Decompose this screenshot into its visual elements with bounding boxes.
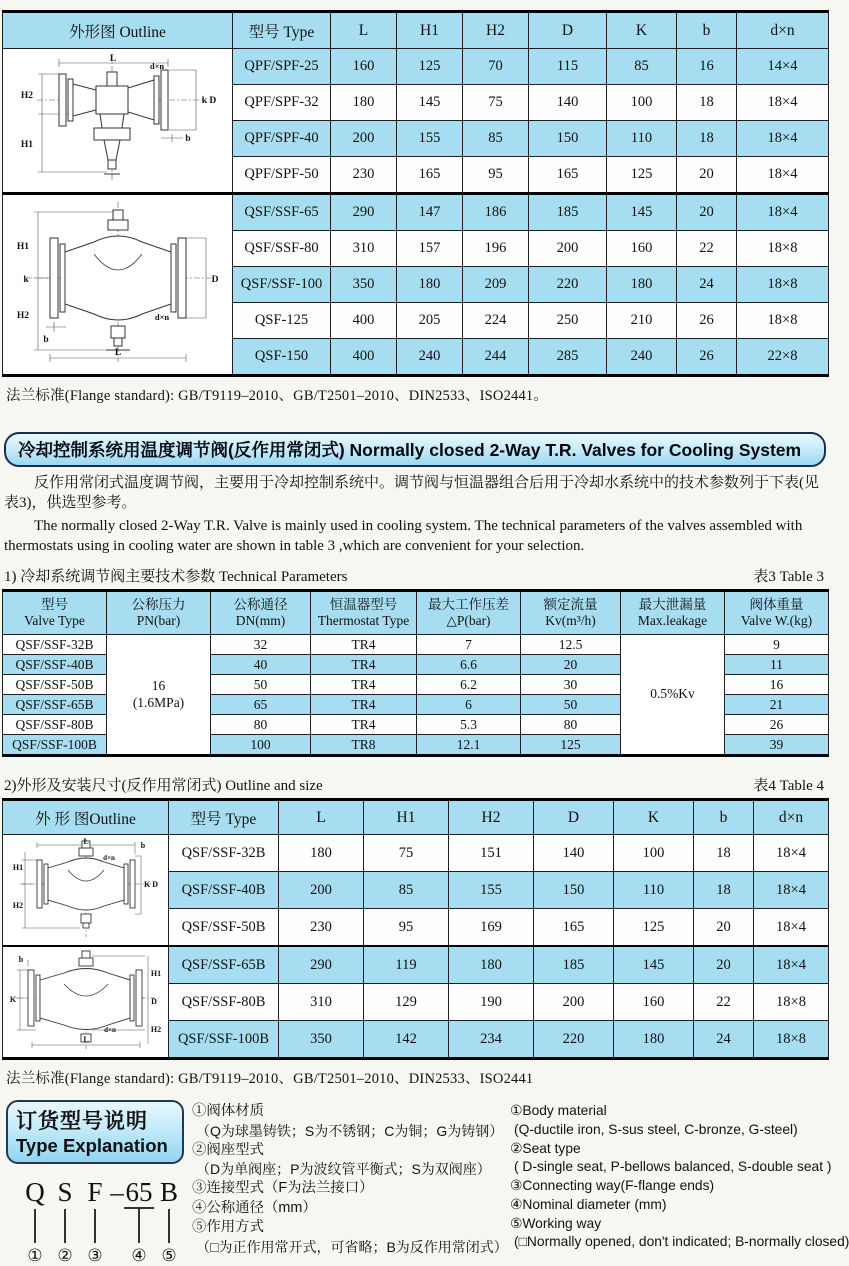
table-cell: QSF/SSF-32B xyxy=(169,835,279,872)
table-cell: 169 xyxy=(449,909,534,947)
table-cell: 50 xyxy=(211,675,311,695)
table-cell: 200 xyxy=(279,872,364,909)
table-cell: 100 xyxy=(614,835,694,872)
table-cell: 125 xyxy=(614,909,694,947)
table-cell: 310 xyxy=(279,984,364,1021)
column-header: b xyxy=(677,12,737,49)
table-cell: 7 xyxy=(417,635,521,655)
intro-paragraph-en: The normally closed 2-Way T.R. Valve is mainly used in cooling system. The technical parameters of the valves assembled with thermostats using in cooling water are shown in table 3 ,which are convenient for your selection. xyxy=(4,517,803,554)
table-cell: 190 xyxy=(449,984,534,1021)
table-row xyxy=(3,194,829,231)
dim-label-h1: H1 xyxy=(20,140,33,150)
table-cell: 12.5 xyxy=(521,635,621,655)
table-cell: 100 xyxy=(607,85,677,121)
table-cell: 39 xyxy=(725,735,829,756)
table-cell: QSF/SSF-80B xyxy=(3,715,107,735)
table-cell: 14×4 xyxy=(737,49,829,85)
table-cell: 85 xyxy=(364,872,449,909)
table-cell: 350 xyxy=(279,1021,364,1059)
table-row xyxy=(3,946,829,984)
valve-drawing-large xyxy=(6,948,166,1052)
column-header: 公称通径 DN(mm) xyxy=(211,591,311,635)
table-cell: 18×8 xyxy=(737,267,829,303)
table-cell: 18×4 xyxy=(737,85,829,121)
table-cell: 230 xyxy=(279,909,364,947)
column-header: 额定流量 Kv(m³/h) xyxy=(521,591,621,635)
type-explanation-title-en: Type Explanation xyxy=(16,1135,168,1156)
table-cell: TR4 xyxy=(311,715,417,735)
table-cell: 165 xyxy=(534,909,614,947)
column-header: 恒温器型号 Thermostat Type xyxy=(311,591,417,635)
table-cell: 290 xyxy=(331,194,397,231)
table-row xyxy=(3,635,829,655)
table-cell: QSF/SSF-40B xyxy=(169,872,279,909)
code-col xyxy=(124,1178,154,1266)
table-cell: 400 xyxy=(331,339,397,376)
valve-outline-diagram-qsf xyxy=(3,194,233,376)
table-cell: 220 xyxy=(529,267,607,303)
table-cell: 185 xyxy=(529,194,607,231)
table-cell: 200 xyxy=(331,121,397,157)
table-cell: 18×4 xyxy=(754,872,829,909)
table-cell: QSF-150 xyxy=(233,339,331,376)
valve-outline-diagram-large xyxy=(3,946,169,1059)
table-cell: 18×4 xyxy=(754,946,829,984)
table-cell: 244 xyxy=(463,339,529,376)
code-letter: B xyxy=(159,1177,178,1207)
table-cell: 18×4 xyxy=(737,121,829,157)
table-row xyxy=(3,835,829,872)
table-cell: 180 xyxy=(607,267,677,303)
table-cell: 240 xyxy=(397,339,463,376)
table-cell: 400 xyxy=(331,303,397,339)
column-header: 公称压力 PN(bar) xyxy=(107,591,211,635)
table-cell: 155 xyxy=(397,121,463,157)
table-cell: 6 xyxy=(417,695,521,715)
table-cell: 6.6 xyxy=(417,655,521,675)
section-banner: 冷却控制系统用温度调节阀(反作用常闭式) Normally closed 2-Way T.R. Valves for Cooling System xyxy=(4,432,826,467)
explanation-line: ③连接型式（F为法兰接口） xyxy=(192,1180,374,1197)
outline-column-header: 外形图 Outline xyxy=(3,12,233,49)
table-cell: 12.1 xyxy=(417,735,521,756)
table-cell: 18×4 xyxy=(737,157,829,194)
explanation-line: ④Nominal diameter (mm) xyxy=(510,1196,667,1212)
table-cell: 18×8 xyxy=(737,303,829,339)
table-cell: 16 xyxy=(725,675,829,695)
table-cell: TR4 xyxy=(311,695,417,715)
leader-line xyxy=(138,1209,140,1243)
dim-label-h2: H2 xyxy=(20,91,33,101)
table-cell: 125 xyxy=(521,735,621,756)
column-header: H1 xyxy=(364,800,449,835)
table-cell: QSF/SSF-80 xyxy=(233,231,331,267)
dim-label-h2: H2 xyxy=(16,311,29,321)
table-cell: 24 xyxy=(694,1021,754,1059)
circle-number: ④ xyxy=(131,1246,147,1266)
table-cell: 18×4 xyxy=(737,194,829,231)
table-cell: QSF/SSF-40B xyxy=(3,655,107,675)
dim-label-dxn: d×n xyxy=(149,61,164,71)
table-cell: QSF/SSF-80B xyxy=(169,984,279,1021)
table-cell: 18×8 xyxy=(737,231,829,267)
table-cell: 22×8 xyxy=(737,339,829,376)
valve-drawing-qpf xyxy=(11,50,225,186)
explanation-line: ①阀体材质 xyxy=(192,1103,264,1119)
table-cell: QPF/SPF-32 xyxy=(233,85,331,121)
column-header: 型号 Valve Type xyxy=(3,591,107,635)
table-cell: 18 xyxy=(677,85,737,121)
valve-drawing-qsf xyxy=(10,196,226,368)
table-cell: QPF/SPF-25 xyxy=(233,49,331,85)
table-cell: 50 xyxy=(521,695,621,715)
table-cell: 85 xyxy=(607,49,677,85)
explanation-line: （D为单阀座；P为波纹管平衡式；S为双阀座） xyxy=(196,1161,491,1178)
table-cell: 140 xyxy=(529,85,607,121)
table-cell: 290 xyxy=(279,946,364,984)
table-cell: QSF/SSF-50B xyxy=(169,909,279,947)
table-cell: QSF/SSF-100 xyxy=(233,267,331,303)
column-header: K xyxy=(614,800,694,835)
table-cell: 20 xyxy=(521,655,621,675)
table-cell: 119 xyxy=(364,946,449,984)
table-cell: QSF/SSF-65B xyxy=(169,946,279,984)
table-cell: 18 xyxy=(694,835,754,872)
table-header-row xyxy=(3,591,829,635)
valve-outline-diagram-qpf xyxy=(3,49,233,194)
dim-label-d: D xyxy=(150,996,157,1006)
code-dash: – xyxy=(110,1177,124,1207)
table-cell: 80 xyxy=(211,715,311,735)
column-header: 型号 Type xyxy=(169,800,279,835)
type-explanation-title-box xyxy=(6,1100,184,1164)
dim-label-l: L xyxy=(82,1034,89,1044)
code-col xyxy=(50,1178,80,1266)
table-cell: 165 xyxy=(529,157,607,194)
table-cell: 20 xyxy=(694,909,754,947)
table-cell: 18×4 xyxy=(754,909,829,947)
column-header: 最大工作压差 △P(bar) xyxy=(417,591,521,635)
type-code-diagram xyxy=(20,1178,192,1266)
explanation-line: ④公称通径（mm） xyxy=(192,1199,317,1216)
column-header: H1 xyxy=(397,12,463,49)
table-header-row xyxy=(3,800,829,835)
type-explanation-section xyxy=(6,1100,849,1266)
table-cell: 24 xyxy=(677,267,737,303)
table-cell: 200 xyxy=(529,231,607,267)
explanation-line: ①Body material xyxy=(510,1103,607,1118)
dim-label-h1: H1 xyxy=(150,968,161,978)
technical-parameters-table xyxy=(2,589,829,757)
explanation-line: （□为正作用常开式，可省略；B为反作用常闭式） xyxy=(196,1238,508,1255)
column-header: 阀体重量 Valve W.(kg) xyxy=(725,591,829,635)
dim-label-kd: K D xyxy=(143,879,158,889)
dim-label-dxn: d×n xyxy=(154,312,169,322)
table-cell: 129 xyxy=(364,984,449,1021)
dim-label-k: k xyxy=(22,275,29,285)
table-cell: 65 xyxy=(211,695,311,715)
outline-column-header: 外 形 图Outline xyxy=(3,800,169,835)
table-cell: 85 xyxy=(463,121,529,157)
outline-size-table xyxy=(2,798,829,1060)
column-header: H2 xyxy=(449,800,534,835)
dim-label-l: L xyxy=(82,836,89,846)
dim-label-kd: k D xyxy=(201,96,216,106)
pn-merged-cell: 16 (1.6MPa) xyxy=(107,635,211,756)
flange-standard-note-1: 法兰标准(Flange standard): GB/T9119–2010、GB/T2501–2010、DIN2533、ISO2441。 xyxy=(6,388,549,404)
type-explanation-en-list xyxy=(510,1100,849,1266)
table-cell: 205 xyxy=(397,303,463,339)
dim-label-h2: H2 xyxy=(150,1024,161,1034)
type-explanation-title-cn: 订货型号说明 xyxy=(16,1110,148,1133)
dim-label-dxn: d×n xyxy=(102,853,115,862)
table-cell: 18×8 xyxy=(754,984,829,1021)
table-cell: 160 xyxy=(614,984,694,1021)
table-cell: 5.3 xyxy=(417,715,521,735)
table-cell: 110 xyxy=(614,872,694,909)
table-cell: 155 xyxy=(449,872,534,909)
explanation-line: （Q为球墨铸铁；S为不锈钢；C为铜；G为铸钢） xyxy=(196,1122,504,1139)
table-cell: 140 xyxy=(534,835,614,872)
dim-label-h1: H1 xyxy=(16,242,29,252)
section2-heading-line xyxy=(4,774,824,795)
column-header: K xyxy=(607,12,677,49)
dim-label-k: K xyxy=(9,994,16,1004)
table-cell: 310 xyxy=(331,231,397,267)
flange-standard-note-2: 法兰标准(Flange standard): GB/T9119–2010、GB/T2501–2010、DIN2533、ISO2441 xyxy=(6,1071,534,1087)
table-cell: 145 xyxy=(607,194,677,231)
table-cell: 160 xyxy=(607,231,677,267)
circle-number: ⑤ xyxy=(161,1246,177,1266)
table-cell: 250 xyxy=(529,303,607,339)
table-cell: 196 xyxy=(463,231,529,267)
explanation-line: ②Seat type xyxy=(510,1140,581,1156)
table-cell: 26 xyxy=(677,339,737,376)
column-header: 型号 Type xyxy=(233,12,331,49)
type-explanation-left xyxy=(6,1100,192,1266)
table-cell: 11 xyxy=(725,655,829,675)
table-header-row xyxy=(3,12,829,49)
table-cell: 285 xyxy=(529,339,607,376)
column-header: d×n xyxy=(737,12,829,49)
table-cell: 185 xyxy=(534,946,614,984)
table-cell: 18 xyxy=(677,121,737,157)
section1-title: 1) 冷却系统调节阀主要技术参数 Technical Parameters xyxy=(4,569,348,585)
explanation-line: (□Normally opened, don't indicated; B-normally closed) xyxy=(514,1234,849,1250)
column-header: H2 xyxy=(463,12,529,49)
dim-label-l: L xyxy=(114,348,121,358)
table-cell: 21 xyxy=(725,695,829,715)
table-cell: QPF/SPF-50 xyxy=(233,157,331,194)
leader-line xyxy=(94,1209,96,1243)
table-cell: 180 xyxy=(331,85,397,121)
table-cell: QSF-125 xyxy=(233,303,331,339)
code-letter: 65 xyxy=(125,1177,153,1207)
table-cell: 142 xyxy=(364,1021,449,1059)
table-cell: 30 xyxy=(521,675,621,695)
column-header: D xyxy=(534,800,614,835)
column-header: L xyxy=(331,12,397,49)
circle-number: ② xyxy=(57,1246,73,1266)
table-cell: 95 xyxy=(364,909,449,947)
leader-line xyxy=(34,1209,36,1243)
table-cell: 20 xyxy=(694,946,754,984)
table-cell: 125 xyxy=(397,49,463,85)
table-cell: TR4 xyxy=(311,655,417,675)
table-row xyxy=(3,49,829,85)
table-cell: 80 xyxy=(521,715,621,735)
table-cell: 26 xyxy=(677,303,737,339)
valve-outline-diagram-small xyxy=(3,835,169,947)
column-header: d×n xyxy=(754,800,829,835)
dim-label-h2: H2 xyxy=(12,900,23,910)
table-cell: 150 xyxy=(529,121,607,157)
column-header: b xyxy=(694,800,754,835)
table-cell: 151 xyxy=(449,835,534,872)
table-cell: TR8 xyxy=(311,735,417,756)
table-cell: 75 xyxy=(463,85,529,121)
table-cell: 150 xyxy=(534,872,614,909)
table-cell: 180 xyxy=(279,835,364,872)
table-cell: 22 xyxy=(677,231,737,267)
table-cell: 145 xyxy=(397,85,463,121)
explanation-line: ⑤Working way xyxy=(510,1215,602,1231)
column-header: 最大泄漏量 Max.leakage xyxy=(621,591,725,635)
table-cell: 32 xyxy=(211,635,311,655)
table-cell: 147 xyxy=(397,194,463,231)
table-cell: QSF/SSF-32B xyxy=(3,635,107,655)
table-cell: 180 xyxy=(614,1021,694,1059)
section1-heading-line xyxy=(4,565,824,586)
table3-label: 表3 Table 3 xyxy=(753,569,824,585)
table-cell: 20 xyxy=(677,157,737,194)
table-cell: 224 xyxy=(463,303,529,339)
table-cell: 75 xyxy=(364,835,449,872)
valve-drawing-small xyxy=(10,836,162,940)
column-header: L xyxy=(279,800,364,835)
leakage-merged-cell: 0.5%Kv xyxy=(621,635,725,756)
table-cell: 9 xyxy=(725,635,829,655)
table-cell: QSF/SSF-100B xyxy=(169,1021,279,1059)
table-cell: 350 xyxy=(331,267,397,303)
code-col xyxy=(154,1178,184,1266)
table-cell: 145 xyxy=(614,946,694,984)
table-cell: 6.2 xyxy=(417,675,521,695)
table-cell: 95 xyxy=(463,157,529,194)
dim-label-d: D xyxy=(211,275,218,285)
table-cell: 26 xyxy=(725,715,829,735)
code-col-dash xyxy=(110,1178,124,1266)
dim-label-h1: H1 xyxy=(12,862,23,872)
table-cell: 70 xyxy=(463,49,529,85)
table-cell: 18×4 xyxy=(754,835,829,872)
explanation-line: ( D-single seat, P-bellows balanced, S-double seat ) xyxy=(514,1159,832,1175)
section2-title: 2)外形及安装尺寸(反作用常闭式) Outline and size xyxy=(4,778,323,794)
table-cell: 200 xyxy=(534,984,614,1021)
table-cell: QSF/SSF-50B xyxy=(3,675,107,695)
intro-paragraph-cn: 反作用常闭式温度调节阀，主要用于冷却控制系统中。调节阀与恒温器组合后用于冷却水系统中的技术参数列于下表(见表3)，供选型参考。 xyxy=(4,475,820,512)
table-cell: 220 xyxy=(534,1021,614,1059)
table-cell: 20 xyxy=(677,194,737,231)
table-cell: 115 xyxy=(529,49,607,85)
table-cell: 40 xyxy=(211,655,311,675)
table-cell: 186 xyxy=(463,194,529,231)
dim-label-b: b xyxy=(18,954,23,964)
table-cell: 230 xyxy=(331,157,397,194)
code-col xyxy=(80,1178,110,1266)
dim-label-b: b xyxy=(140,840,145,850)
table-cell: 18 xyxy=(694,872,754,909)
code-letter: S xyxy=(57,1177,73,1207)
table-cell: 100 xyxy=(211,735,311,756)
table-cell: 18×8 xyxy=(754,1021,829,1059)
column-header: D xyxy=(529,12,607,49)
table-cell: 180 xyxy=(397,267,463,303)
table-cell: 165 xyxy=(397,157,463,194)
main-dimensions-table xyxy=(2,10,829,377)
code-letter: F xyxy=(87,1177,103,1207)
table-cell: TR4 xyxy=(311,675,417,695)
table-cell: 234 xyxy=(449,1021,534,1059)
dim-label-b: b xyxy=(184,134,191,144)
leader-line xyxy=(168,1209,170,1243)
explanation-line: ⑤作用方式 xyxy=(192,1219,264,1236)
table-cell: 160 xyxy=(331,49,397,85)
table-cell: QSF/SSF-100B xyxy=(3,735,107,756)
explanation-line: ③Connecting way(F-flange ends) xyxy=(510,1178,715,1193)
circle-number: ① xyxy=(27,1246,43,1266)
code-letter: Q xyxy=(25,1177,45,1207)
table-cell: 180 xyxy=(449,946,534,984)
table4-label: 表4 Table 4 xyxy=(753,778,824,794)
table-cell: 210 xyxy=(607,303,677,339)
table-cell: QPF/SPF-40 xyxy=(233,121,331,157)
table-cell: 16 xyxy=(677,49,737,85)
explanation-line: (Q-ductile iron, S-sus steel, C-bronze, G-steel) xyxy=(514,1121,798,1137)
table-cell: 240 xyxy=(607,339,677,376)
table-cell: 209 xyxy=(463,267,529,303)
table-cell: 110 xyxy=(607,121,677,157)
table-cell: TR4 xyxy=(311,635,417,655)
table-cell: QSF/SSF-65 xyxy=(233,194,331,231)
dim-label-b: b xyxy=(42,335,49,345)
explanation-line: ②阀座型式 xyxy=(192,1141,264,1158)
table-cell: 125 xyxy=(607,157,677,194)
leader-line xyxy=(64,1209,66,1243)
circle-number: ③ xyxy=(87,1246,103,1266)
type-explanation-cn-list xyxy=(192,1100,510,1266)
table-cell: QSF/SSF-65B xyxy=(3,695,107,715)
code-col xyxy=(20,1178,50,1266)
table-cell: 157 xyxy=(397,231,463,267)
dim-label-dxn: d×n xyxy=(103,1025,116,1034)
dim-label-l: L xyxy=(109,54,116,64)
table-cell: 22 xyxy=(694,984,754,1021)
